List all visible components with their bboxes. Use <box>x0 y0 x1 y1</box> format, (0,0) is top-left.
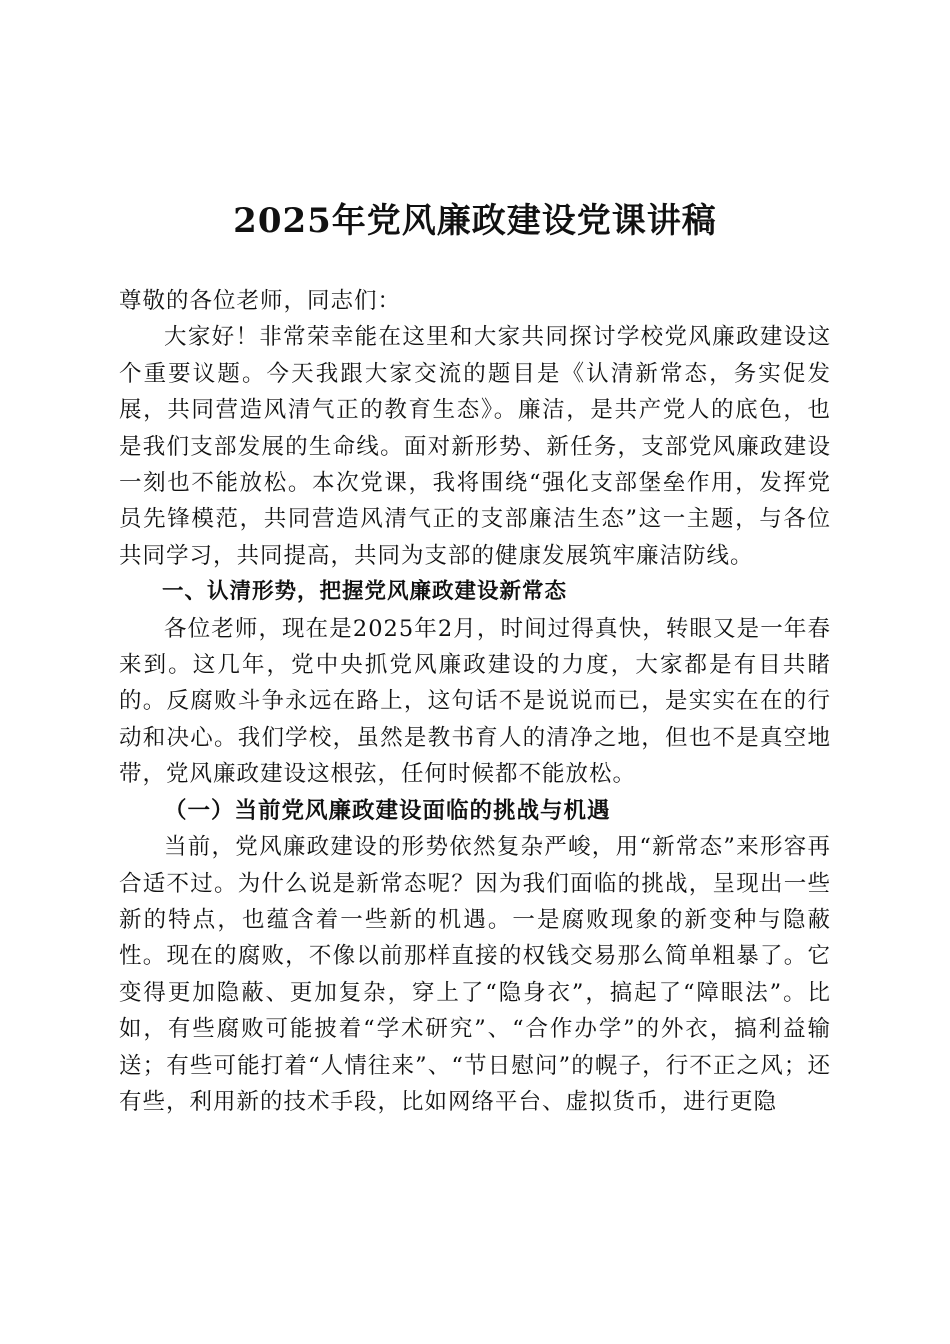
subsection-heading-1: （一）当前党风廉政建设面临的挑战与机遇 <box>164 797 611 824</box>
document-body <box>119 283 831 1120</box>
paragraph-challenges: 当前，党风廉政建设的形势依然复杂严峻，用“新常态”来形容再合适不过。为什么说是新常态呢？因为我们面临的挑战，呈现出一些新的特点，也蕴含着一些新的机遇。一是腐败现象的新变种与隐蔽性。现在的腐败，不像以前那样直接的权钱交易那么简单粗暴了。它变得更加隐蔽、更加复杂，穿上了“隐身衣”，搞起了“障眼法”。比如，有些腐败可能披着“学术研究”、“合作办学”的外衣，搞利益输送；有些可能打着“人情往来”、“节日慰问”的幌子，行不正之风；还有些，利用新的技术手段，比如网络平台、虚拟货币，进行更隐 <box>119 834 831 1115</box>
document-title: 2025年党风廉政建设党课讲稿 <box>233 201 717 241</box>
salutation: 尊敬的各位老师，同志们： <box>119 288 402 314</box>
section-heading-1: 一、认清形势，把握党风廉政建设新常态 <box>162 579 568 605</box>
paragraph-intro: 大家好！非常荣幸能在这里和大家共同探讨学校党风廉政建设这个重要议题。今天我跟大家交流的题目是《认清新常态，务实促发展，共同营造风清气正的教育生态》。廉洁，是共产党人的底色，也是我们支部发展的生命线。面对新形势、新任务，支部党风廉政建设一刻也不能放松。本次党课，我将围绕“强化支部堡垒作用，发挥党员先锋模范，共同营造风清气正的支部廉洁生态”这一主题，与各位共同学习，共同提高，共同为支部的健康发展筑牢廉洁防线。 <box>119 324 831 569</box>
paragraph-situation: 各位老师，现在是2025年2月，时间过得真快，转眼又是一年春来到。这几年，党中央抓党风廉政建设的力度，大家都是有目共睹的。反腐败斗争永远在路上，这句话不是说说而已，是实实在在的行动和决心。我们学校，虽然是教书育人的清净之地，但也不是真空地带，党风廉政建设这根弦，任何时候都不能放松。 <box>119 615 831 788</box>
